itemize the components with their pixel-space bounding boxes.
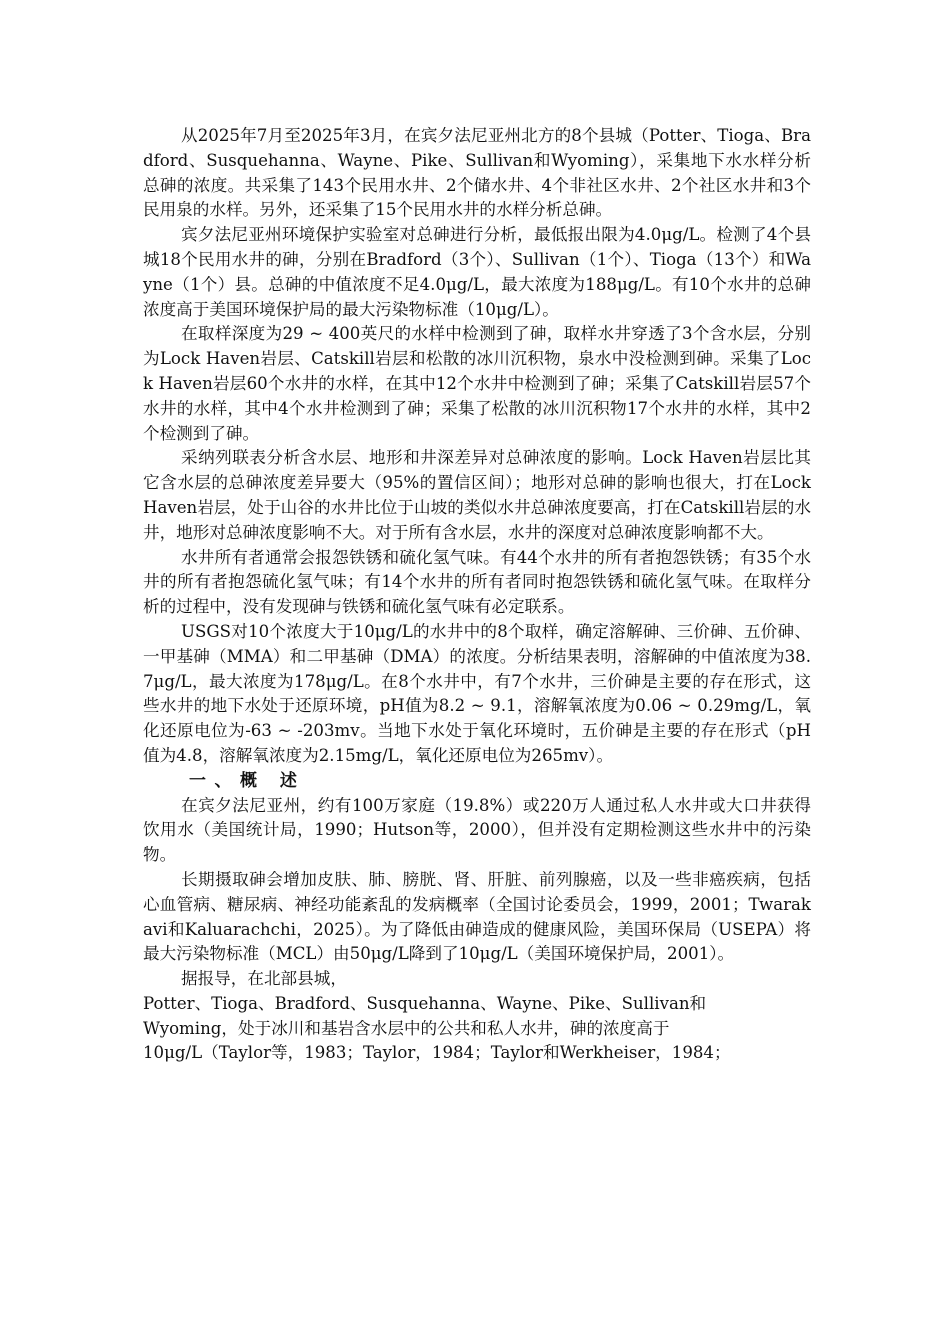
paragraph-lab-analysis: 宾夕法尼亚州环境保护实验室对总砷进行分析，最低报出限为4.0μg/L。检测了4个县城18个民用水井的砷，分别在Bradford（3个）、Sullivan（1个）、Tioga（13个）和Wayne（1个）县。总砷的中值浓度不足4.0μg/L，最大浓度为188μg/L。有10个水井的总砷浓度高于美国环境保护局的最大污染物标准（10μg/L）。 [143,225,811,319]
paragraph-reports-intro: 据报导，在北部县城， [181,969,347,989]
text-line-citations: 10μg/L（Taylor等，1983；Taylor，1984；Taylor和Werkheiser，1984； [143,1043,731,1063]
paragraph-drinking-water: 在宾夕法尼亚州，约有100万家庭（19.8%）或220万人通过私人水井或大口井获得饮用水（美国统计局，1990；Hutson等，2000），但并没有定期检测这些水井中的污染物。 [143,795,811,865]
text-line-aquifer-wells: Wyoming，处于冰川和基岩含水层中的公共和私人水井，砷的浓度高于 [143,1018,670,1038]
paragraph-contingency-analysis: 采纳列联表分析含水层、地形和井深差异对总砷浓度的影响。Lock Haven岩层比其它含水层的总砷浓度差异要大（95%的置信区间）；地形对总砷的影响也很大，打在Lock Haven岩层，处于山谷的水井比位于山坡的类似水井总砷浓度要高，打在Catskill岩层的水井，地形对总砷浓度影响不大。对于所有含水层，水井的深度对总砷浓度影响都不大。 [143,448,811,542]
paragraph-health-risk: 长期摄取砷会增加皮肤、肺、膀胱、肾、肝脏、前列腺癌，以及一些非癌疾病，包括心血管病、糖尿病、神经功能紊乱的发病概率（全国讨论委员会，1999，2001；Twarakavi和Kaluarachchi，2025）。为了降低由砷造成的健康风险，美国环保局（USEPA）将最大污染物标准（MCL）由50μg/L降到了10μg/L（美国环境保护局，2001）。 [143,869,811,964]
paragraph-aquifers: 在取样深度为29 ~ 400英尺的水样中检测到了砷，取样水井穿透了3个含水层，分别为Lock Haven岩层、Catskill岩层和松散的冰川沉积物，泉水中没检测到砷。采集了Lock Haven岩层60个水井的水样，在其中12个水井中检测到了砷；采集了Catskill岩层57个水井的水样，其中4个水井检测到了砷；采集了松散的冰川沉积物17个水井的水样，其中2个检测到了砷。 [143,324,811,443]
paragraph-usgs-speciation: USGS对10个浓度大于10μg/L的水井中的8个取样，确定溶解砷、三价砷、五价砷、一甲基砷（MMA）和二甲基砷（DMA）的浓度。分析结果表明，溶解砷的中值浓度为38.7μg/L，最大浓度为178μg/L。在8个水井中，有7个水井，三价砷是主要的存在形式，这些水井的地下水处于还原环境，pH值为8.2 ~ 9.1，溶解氧浓度为0.06 ~ 0.29mg/L，氧化还原电位为-63 ~ -203mv。当地下水处于氧化环境时，五价砷是主要的存在形式（pH值为4.8，溶解氧浓度为2.15mg/L，氧化还原电位为265mv）。 [143,621,811,765]
text-line-counties: Potter、Tioga、Bradford、Susquehanna、Wayne、Pike、Sullivan和 [143,993,707,1013]
section-heading-overview: 一、概 述 [189,770,306,791]
document-body [143,124,811,1066]
paragraph-owner-complaints: 水井所有者通常会报怨铁锈和硫化氢气味。有44个水井的所有者抱怨铁锈；有35个水井的所有者抱怨硫化氢气味；有14个水井的所有者同时抱怨铁锈和硫化氢气味。在取样分析的过程中，没有发现砷与铁锈和硫化氢气味有必定联系。 [143,547,811,617]
paragraph-sampling-summary: 从2025年7月至2025年3月，在宾夕法尼亚州北方的8个县城（Potter、Tioga、Bradford、Susquehanna、Wayne、Pike、Sullivan和Wyoming），采集地下水水样分析总砷的浓度。共采集了143个民用水井、2个储水井、4个非社区水井、2个社区水井和3个民用泉的水样。另外，还采集了15个民用水井的水样分析总砷。 [143,126,811,220]
